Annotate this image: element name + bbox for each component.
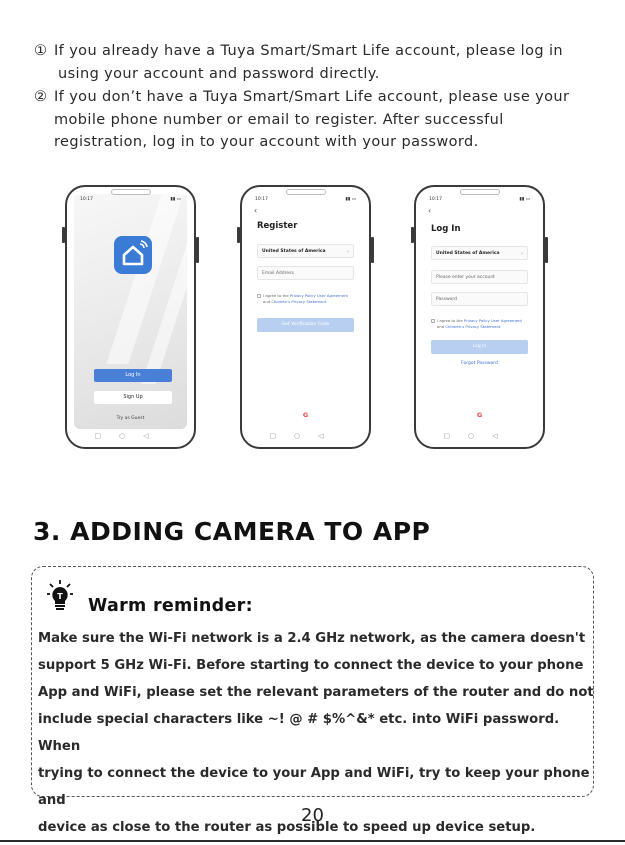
email-placeholder: Email Address (262, 271, 294, 276)
google-icon[interactable]: G (476, 411, 483, 419)
chevron-right-icon: › (346, 249, 349, 255)
battery-icon: ▮▮ ▭ (170, 197, 181, 202)
status-time: 10:17 (429, 197, 442, 202)
statement-link[interactable]: Statement (480, 323, 501, 329)
email-field[interactable] (257, 266, 354, 280)
bottom-divider (0, 840, 625, 842)
tuya-app-icon (114, 236, 152, 274)
phone-notch (286, 189, 326, 195)
country-value: United States of America (436, 251, 500, 256)
reminder-line: trying to connect the device to your App and WiFi, try to keep your phone and (38, 766, 590, 808)
phone-side-button (62, 227, 65, 243)
account-placeholder: Please enter your account (436, 275, 495, 280)
svg-text:T: T (57, 592, 63, 601)
phone-side-button (371, 237, 374, 263)
back-arrow-icon[interactable]: ‹ (254, 206, 258, 215)
login-button[interactable]: Log In (431, 340, 528, 354)
welcome-login-button[interactable]: Log In (94, 369, 172, 382)
statement-link[interactable]: Statement (306, 298, 327, 304)
user-agreement-link[interactable]: Agreement (500, 318, 522, 323)
login-title: Log In (431, 224, 461, 234)
childrens-privacy-link[interactable]: Children's Privacy (445, 323, 480, 329)
agreement-checkbox-row[interactable]: I agree to the Privacy Policy User Agreement and Children's Privacy Statement (257, 293, 356, 304)
step-2-line-3: registration, log in to your account with your password. (54, 134, 479, 150)
childrens-privacy-link[interactable]: Children's Privacy (271, 298, 306, 304)
forgot-password-link[interactable]: Forgot Password (461, 361, 498, 366)
status-bar (255, 197, 356, 203)
try-as-guest-link[interactable]: Try as Guest (116, 416, 145, 421)
step-2-line-1: If you don’t have a Tuya Smart/Smart Life account, please use your (54, 89, 570, 105)
reminder-line: device as close to the router as possible to speed up device setup. (38, 820, 536, 835)
privacy-policy-link[interactable]: Privacy Policy (289, 293, 316, 298)
phone-side-button (196, 237, 199, 263)
account-field[interactable] (431, 270, 528, 284)
step-1-marker: ① (34, 43, 48, 59)
google-icon[interactable]: G (302, 411, 309, 419)
status-bar (429, 197, 530, 203)
agreement-checkbox[interactable] (431, 319, 435, 323)
status-time: 10:17 (255, 197, 268, 202)
password-placeholder: Password (436, 297, 458, 302)
welcome-signup-button[interactable]: Sign Up (94, 391, 172, 404)
section-heading: 3. ADDING CAMERA TO APP (33, 517, 431, 546)
reminder-title: Warm reminder: (88, 596, 253, 616)
phone-notch (460, 189, 500, 195)
phone-notch (111, 189, 151, 195)
phone-screen (249, 194, 362, 429)
phone-screen (423, 194, 536, 429)
instruction-step-2 (34, 86, 569, 154)
page-number: 20 (301, 805, 324, 826)
register-title: Register (257, 221, 298, 231)
privacy-policy-link[interactable]: Privacy Policy (463, 318, 490, 323)
country-select[interactable] (257, 244, 354, 258)
step-1-line-1: If you already have a Tuya Smart/Smart Life account, please log in (54, 43, 563, 59)
agreement-checkbox[interactable] (257, 294, 261, 298)
step-2-line-2: mobile phone number or email to register. After successful (54, 111, 504, 128)
android-nav-bar: ▢○◁ (94, 432, 167, 440)
step-2-marker: ② (34, 89, 48, 105)
country-select[interactable] (431, 246, 528, 260)
instruction-step-1 (34, 40, 563, 85)
phone-welcome-screen (65, 185, 196, 449)
lightbulb-icon (46, 579, 74, 613)
phone-login-screen (414, 185, 545, 449)
user-agreement-link[interactable]: Agreement (326, 293, 348, 298)
phone-side-button (237, 227, 240, 243)
phone-side-button (411, 227, 414, 243)
phone-side-button (545, 237, 548, 263)
phone-register-screen (240, 185, 371, 449)
reminder-line: Make sure the Wi-Fi network is a 2.4 GHz network, as the camera doesn't (38, 631, 586, 646)
reminder-line: App and WiFi, please set the relevant parameters of the router and do not (38, 685, 594, 700)
reminder-line: support 5 GHz Wi-Fi. Before starting to connect the device to your phone (38, 658, 584, 673)
status-bar (80, 197, 181, 203)
password-field[interactable] (431, 292, 528, 306)
chevron-right-icon: › (520, 251, 523, 257)
android-nav-bar: ▢○◁ (269, 432, 342, 440)
step-1-line-2: using your account and password directly. (58, 65, 380, 82)
battery-icon: ▮▮ ▭ (519, 197, 530, 202)
phone-screen (74, 194, 187, 429)
agreement-checkbox-row[interactable]: I agree to the Privacy Policy User Agreement and Children's Privacy Statement (431, 318, 530, 329)
back-arrow-icon[interactable]: ‹ (428, 206, 432, 215)
get-verification-code-button[interactable]: Get Verification Code (257, 318, 354, 332)
reminder-line: include special characters like ~! @ # $%^&* etc. into WiFi password. When (38, 712, 560, 754)
android-nav-bar: ▢○◁ (443, 432, 516, 440)
status-time: 10:17 (80, 197, 93, 202)
battery-icon: ▮▮ ▭ (345, 197, 356, 202)
country-value: United States of America (262, 249, 326, 254)
